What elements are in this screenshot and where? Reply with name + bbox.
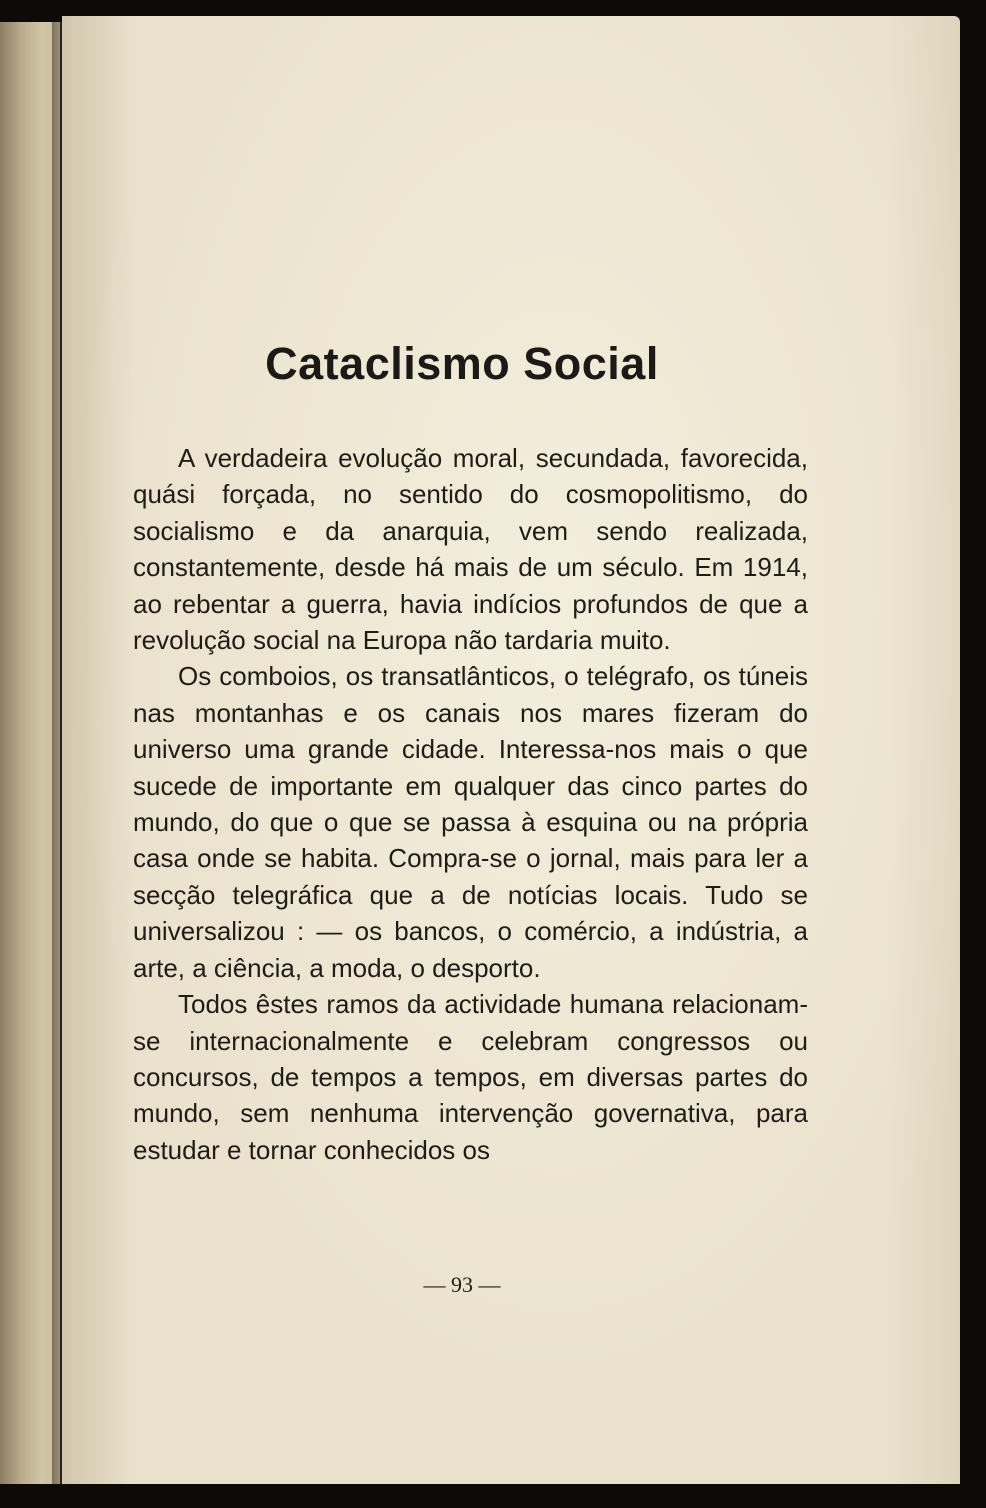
facing-page-edge	[0, 22, 60, 1484]
page-number: — 93 —	[423, 1272, 501, 1297]
body-text	[133, 440, 808, 1168]
chapter-title: Cataclismo Social	[265, 338, 659, 389]
paragraph-1: A verdadeira evolução moral, secundada, favorecida, quási forçada, no sentido do cosmopolitismo, do socialismo e da anarquia, vem sendo realizada, constantemente, desde há mais de um século. Em 1914, ao rebentar a guerra, havia indícios profundos de que a revolução social na Europa não tardaria muito.	[133, 443, 808, 656]
paragraph-2: Os comboios, os transatlânticos, o telégrafo, os túneis nas montanhas e os canais nos mares fizeram do universo uma grande cidade. Interessa-nos mais o que sucede de importante em qualquer das cinco partes do mundo, do que o que se passa à esquina ou na própria casa onde se habita. Compra-se o jornal, mais para ler a secção telegráfica que a de notícias locais. Tudo se universalizou : — os bancos, o comércio, a indústria, a arte, a ciência, a moda, o desporto.	[133, 661, 808, 983]
paragraph-3: Todos êstes ramos da actividade humana relacionam-se internacionalmente e celebram congressos ou concursos, de tempos a tempos, em diversas partes do mundo, sem nenhuma intervenção governativa, para estudar e tornar conhecidos os	[133, 989, 808, 1165]
